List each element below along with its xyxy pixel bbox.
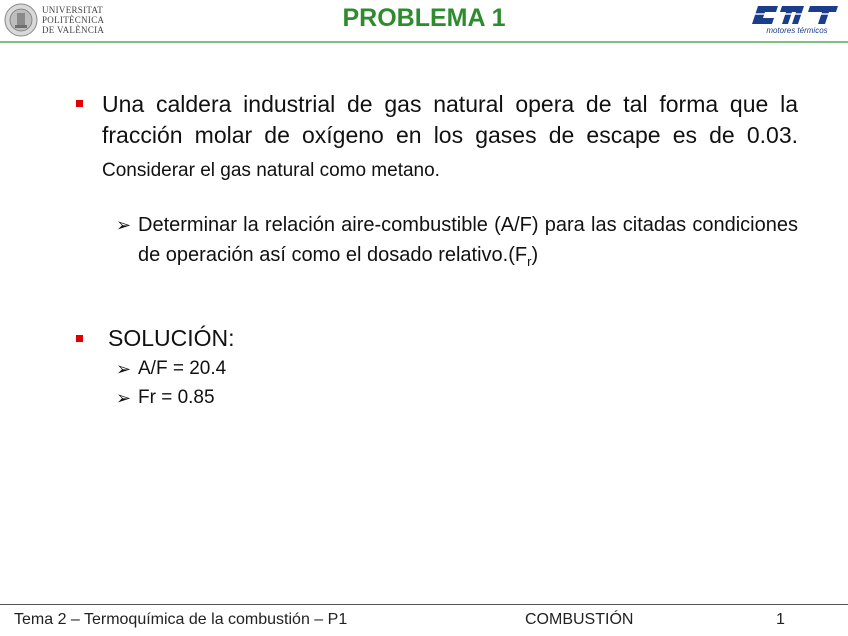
upv-line-1: UNIVERSITAT (42, 5, 104, 15)
arrow-bullet-icon: ➢ (116, 359, 132, 379)
slide-header (0, 0, 848, 42)
problem-statement (102, 89, 798, 186)
footer-page-number: 1 (776, 611, 785, 628)
header-divider (0, 41, 848, 43)
problem-statement-main: Una caldera industrial de gas natural opera de tal forma que la fracción molar de oxígeno en los gases de escape es de 0.03. (102, 91, 798, 148)
cmt-logo-caption: motores térmicos (766, 26, 828, 35)
bullet-square-icon (76, 335, 83, 342)
arrow-bullet-icon: ➢ (116, 215, 132, 235)
result-af: A/F = 20.4 (138, 358, 227, 379)
footer-section: COMBUSTIÓN (525, 611, 634, 628)
bullet-square-icon (76, 100, 83, 107)
upv-line-3: DE VALÈNCIA (42, 25, 105, 35)
task-text: Determinar la relación aire-combustible (A/F) para las citadas condiciones de operación así como el dosado relativo.(F (138, 214, 798, 266)
arrow-bullet-icon: ➢ (116, 388, 132, 408)
task-close: ) (531, 244, 539, 266)
upv-line-2: POLITÈCNICA (42, 15, 105, 25)
slide-title: PROBLEMA 1 (342, 4, 506, 32)
task-subscript: r (527, 254, 532, 269)
cmt-logo (752, 4, 842, 38)
problem-statement-note: Considerar el gas natural como metano. (102, 160, 440, 181)
footer-topic: Tema 2 – Termoquímica de la combustión – P1 (14, 611, 348, 628)
footer-divider (0, 604, 848, 605)
solution-label: SOLUCIÓN: (108, 325, 235, 351)
result-fr: Fr = 0.85 (138, 387, 215, 408)
task-item (138, 210, 798, 277)
cmt-logo-mark-icon (752, 4, 842, 26)
